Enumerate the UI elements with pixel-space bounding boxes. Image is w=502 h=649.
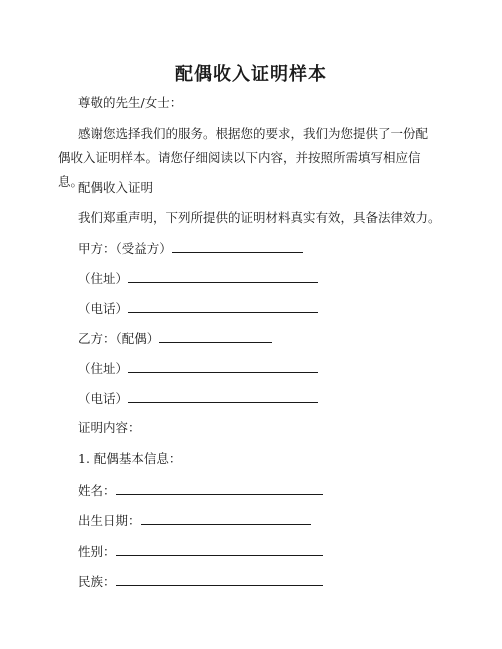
party-a-address-label: （住址） (78, 271, 129, 286)
ethnicity-row (78, 573, 323, 590)
party-a-address-row (78, 270, 318, 287)
party-a-address-blank[interactable] (128, 270, 318, 283)
party-b-blank[interactable] (159, 330, 272, 343)
greeting: 尊敬的先生/女士： (78, 95, 183, 110)
name-row (78, 482, 323, 499)
name-label: 姓名： (78, 483, 116, 498)
content-heading: 证明内容： (78, 420, 141, 435)
gender-row (78, 543, 323, 560)
party-a-phone-label: （电话） (78, 301, 129, 316)
ethnicity-label: 民族： (78, 574, 116, 589)
gender-label: 性别： (78, 544, 116, 559)
party-b-label: 乙方：（配偶） (78, 331, 160, 346)
party-a-phone-row (78, 300, 318, 317)
party-b-phone-label: （电话） (78, 391, 129, 406)
party-b-address-blank[interactable] (128, 360, 318, 373)
document-title: 配偶收入证明样本 (175, 64, 327, 85)
party-a-phone-blank[interactable] (128, 300, 318, 313)
birth-date-blank[interactable] (141, 512, 311, 525)
gender-blank[interactable] (116, 543, 323, 556)
birth-date-row (78, 512, 311, 529)
ethnicity-blank[interactable] (116, 573, 323, 586)
party-b-address-row (78, 360, 318, 377)
party-a-label: 甲方：（受益方） (78, 241, 172, 256)
birth-date-label: 出生日期： (78, 513, 141, 528)
party-b-phone-row (78, 390, 318, 407)
declaration-text: 我们郑重声明，下列所提供的证明材料真实有效，具备法律效力。 (78, 210, 441, 225)
party-b-row (78, 330, 272, 347)
party-a-blank[interactable] (172, 240, 303, 253)
party-a-row (78, 240, 303, 257)
party-b-address-label: （住址） (78, 361, 129, 376)
section-heading: 配偶收入证明 (78, 180, 154, 195)
item-1-heading: 1. 配偶基本信息： (78, 451, 182, 466)
name-blank[interactable] (116, 482, 323, 495)
party-b-phone-blank[interactable] (128, 390, 318, 403)
intro-paragraph: 感谢您选择我们的服务。根据您的要求，我们为您提供了一份配偶收入证明样本。请您仔细阅读以下内容，并按照所需填写相应信息。 (58, 126, 429, 189)
